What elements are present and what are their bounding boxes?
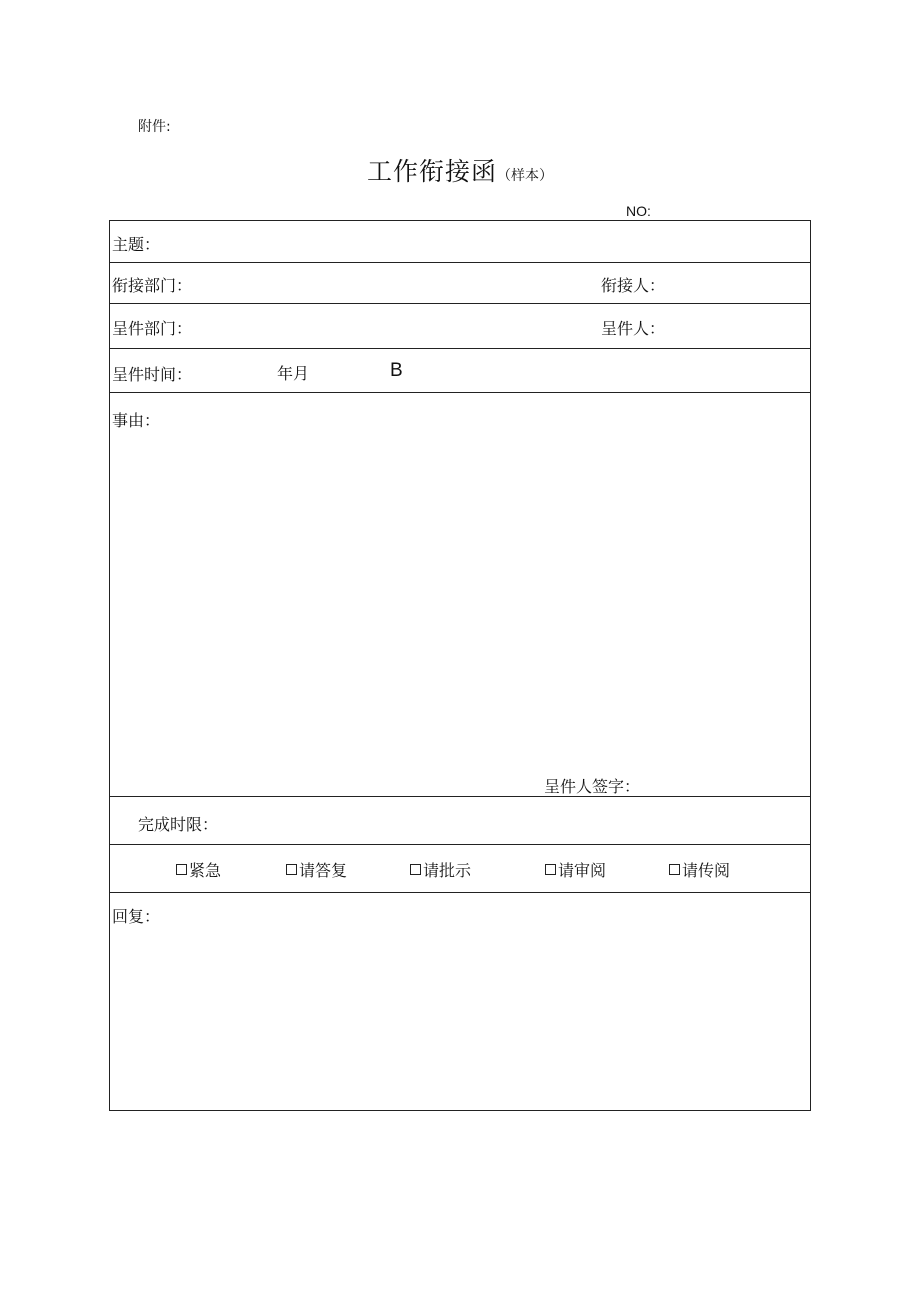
handover-dept-row[interactable]	[110, 263, 810, 304]
option-instruction-requested[interactable]	[410, 858, 471, 881]
document-title	[0, 152, 920, 188]
number-label: NO:	[626, 203, 651, 219]
submitter-label: 呈件人：	[601, 319, 666, 338]
attachment-label: 附件:	[138, 119, 171, 135]
submit-dept-row[interactable]	[110, 304, 810, 349]
submit-dept-label: 呈件部门：	[112, 319, 193, 338]
submit-time-label: 呈件时间：	[112, 365, 193, 384]
option-urgent[interactable]	[176, 858, 221, 881]
option-circulate-requested[interactable]	[669, 858, 730, 881]
subject-row[interactable]	[110, 221, 810, 263]
subject-label: 主题：	[112, 235, 161, 254]
day-mark: B	[390, 360, 403, 381]
checkbox-icon[interactable]	[545, 864, 556, 875]
reply-row[interactable]	[110, 893, 810, 1110]
handover-form	[109, 220, 811, 1111]
option-label: 请传阅	[682, 861, 731, 880]
reason-label: 事由：	[112, 411, 161, 430]
reply-label: 回复：	[112, 907, 161, 926]
option-label: 请答复	[299, 861, 348, 880]
option-label: 请批示	[423, 861, 472, 880]
checkbox-icon[interactable]	[286, 864, 297, 875]
handover-person-label: 衔接人：	[601, 276, 666, 295]
checkbox-icon[interactable]	[176, 864, 187, 875]
deadline-row[interactable]	[110, 797, 810, 845]
option-label: 请审阅	[558, 861, 607, 880]
checkbox-icon[interactable]	[669, 864, 680, 875]
submitter-signature-label: 呈件人签字：	[544, 777, 641, 796]
submit-time-row[interactable]	[110, 349, 810, 393]
deadline-label: 完成时限：	[138, 815, 219, 834]
options-row	[110, 845, 810, 893]
year-month-text: 年月	[277, 364, 310, 383]
checkbox-icon[interactable]	[410, 864, 421, 875]
option-review-requested[interactable]	[545, 858, 606, 881]
option-label: 紧急	[189, 861, 222, 880]
title-text: 工作衔接函	[366, 157, 497, 186]
reason-row[interactable]	[110, 393, 810, 797]
subtitle-text: （样本）	[497, 168, 553, 184]
option-reply-requested[interactable]	[286, 858, 347, 881]
handover-dept-label: 衔接部门：	[112, 276, 193, 295]
